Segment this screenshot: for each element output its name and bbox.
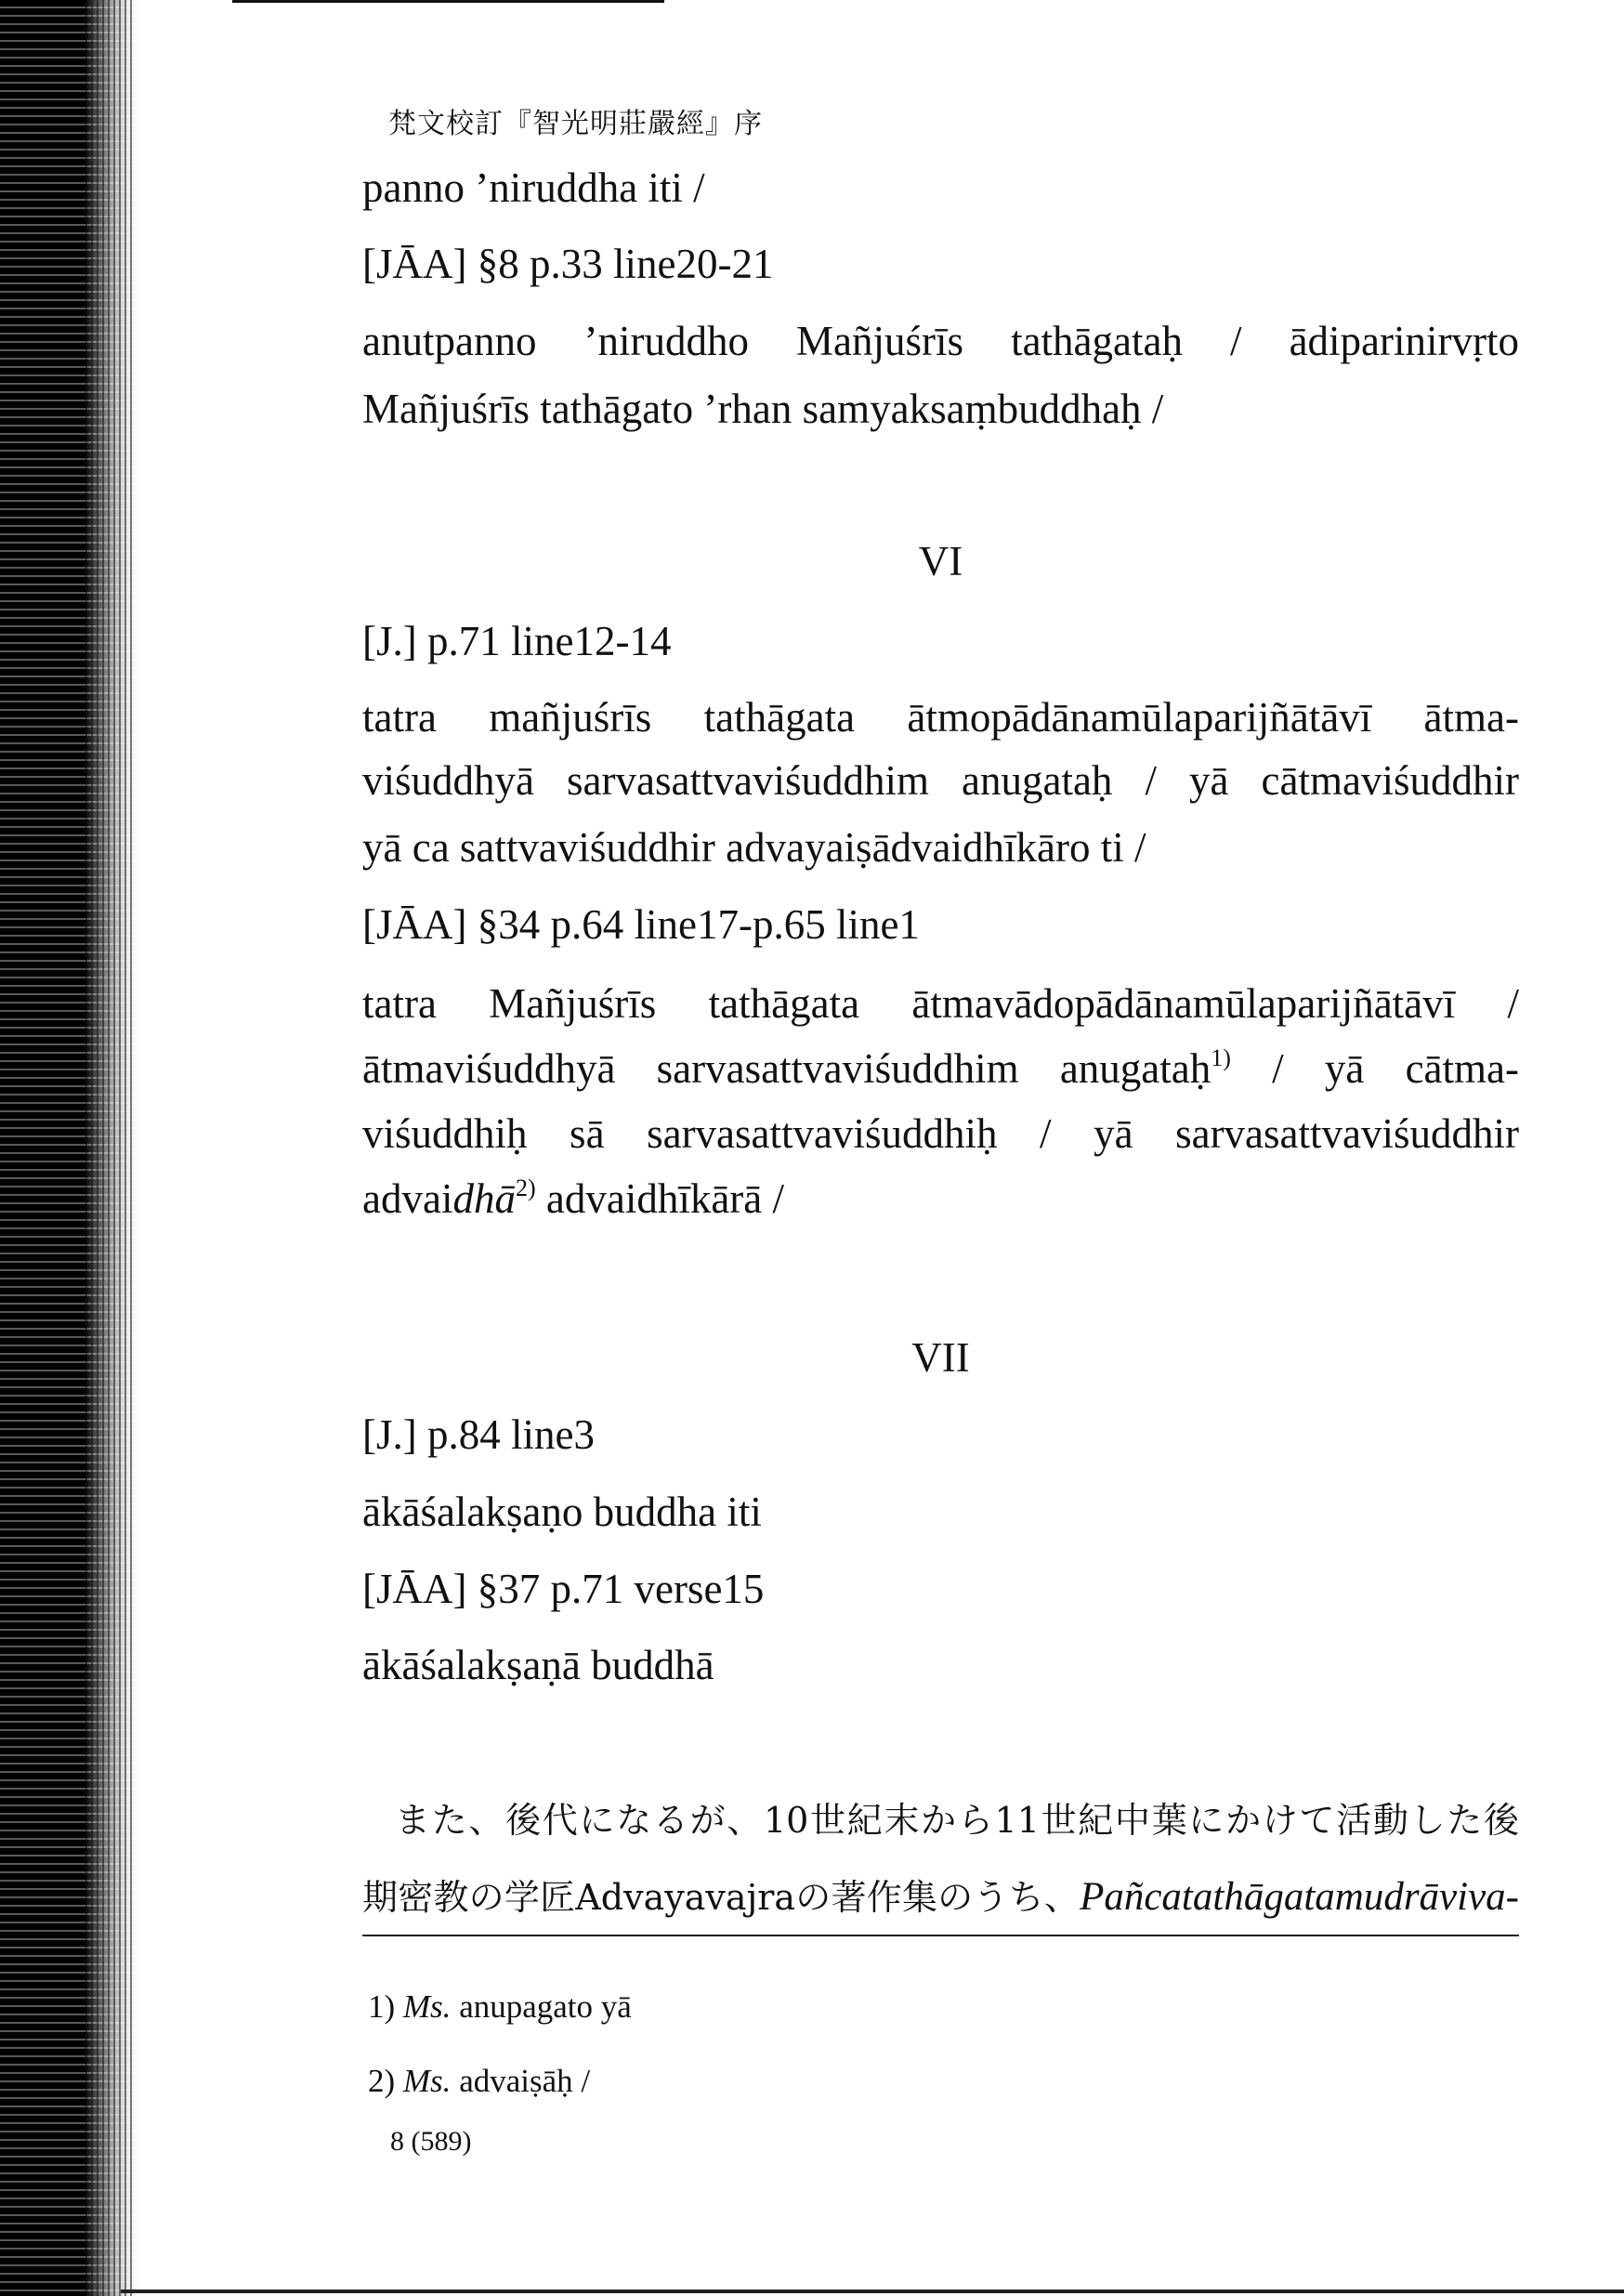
footnote-ms: Ms. [402, 2063, 452, 2099]
reference-line: [J.] p.71 line12-14 [362, 618, 672, 664]
footnote [368, 1988, 632, 2026]
footnote-marker-2: 2) [515, 1174, 536, 1201]
text-span: advaidhīkārā / [535, 1175, 785, 1222]
footnote-rule [362, 1935, 1519, 1936]
text-line: viśuddhyā sarvasattvaviśuddhim anugataḥ / yā cātmaviśuddhir [362, 757, 1519, 804]
footnote [368, 2063, 590, 2100]
text-line: tatra mañjuśrīs tathāgata ātmopādānamūlaparijñātāvī ātma- [362, 694, 1519, 741]
reference-line: [JĀA] §8 p.33 line20-21 [362, 241, 774, 287]
section-heading-vi: VI [918, 538, 963, 584]
text-line: tatra Mañjuśrīs tathāgata ātmavādopādānamūlaparijñātāvī / [362, 980, 1519, 1027]
footnote-text: advaiṣāḥ / [451, 2063, 591, 2099]
running-header: 梵文校訂『智光明莊嚴經』序 [388, 109, 763, 139]
page-bottom-edge [121, 2289, 1624, 2293]
reference-line: [J.] p.84 line3 [362, 1411, 595, 1458]
text-line: ākāśalakṣaṇā buddhā [362, 1642, 714, 1688]
text-span: / yā cātma- [1230, 1045, 1519, 1092]
text-line: viśuddhiḥ sā sarvasattvaviśuddhiḥ / yā sarvasattvaviśuddhir [362, 1110, 1519, 1157]
footnote-marker-1: 1) [1211, 1044, 1231, 1071]
text-line [362, 1174, 785, 1222]
text-line: Mañjuśrīs tathāgato ’rhan samyaksaṃbuddhaḥ / [362, 386, 1164, 432]
footnote-ms: Ms. [402, 1988, 452, 2025]
footnote-text: anupagato yā [451, 1988, 632, 2025]
text-line [362, 1044, 1519, 1092]
reference-line: [JĀA] §34 p.64 line17-p.65 line1 [362, 901, 920, 948]
text-span: 期密教の学匠Advayavajraの著作集のうち、 [362, 1877, 1080, 1918]
footnote-number: 1) [368, 1988, 396, 2025]
italic-title: Pañcatathāgatamudrāviva- [1080, 1875, 1519, 1919]
text-line: panno ’niruddha iti / [362, 164, 705, 211]
scan-binding-texture [85, 0, 132, 2296]
text-line: anutpanno ’niruddho Mañjuśrīs tathāgataḥ / ādiparinirvṛto [362, 318, 1519, 364]
section-heading-vii: VII [911, 1334, 970, 1381]
footnote-number: 2) [368, 2063, 396, 2099]
page-number: 8 (589) [390, 2126, 472, 2157]
japanese-text-line [362, 1877, 1519, 1917]
reference-line: [JĀA] §37 p.71 verse15 [362, 1566, 765, 1612]
japanese-text-line: また、後代になるが、10世紀末から11世紀中葉にかけて活動した後 [395, 1800, 1519, 1841]
italic-text: dhā [452, 1175, 516, 1222]
text-line: ākāśalakṣaṇo buddha iti [362, 1489, 762, 1535]
top-rule [232, 0, 664, 3]
text-span: advai [362, 1175, 453, 1222]
text-span: ātmaviśuddhyā sarvasattvaviśuddhim anugataḥ [362, 1045, 1211, 1092]
text-line: yā ca sattvaviśuddhir advayaiṣādvaidhīkāro ti / [362, 824, 1146, 871]
